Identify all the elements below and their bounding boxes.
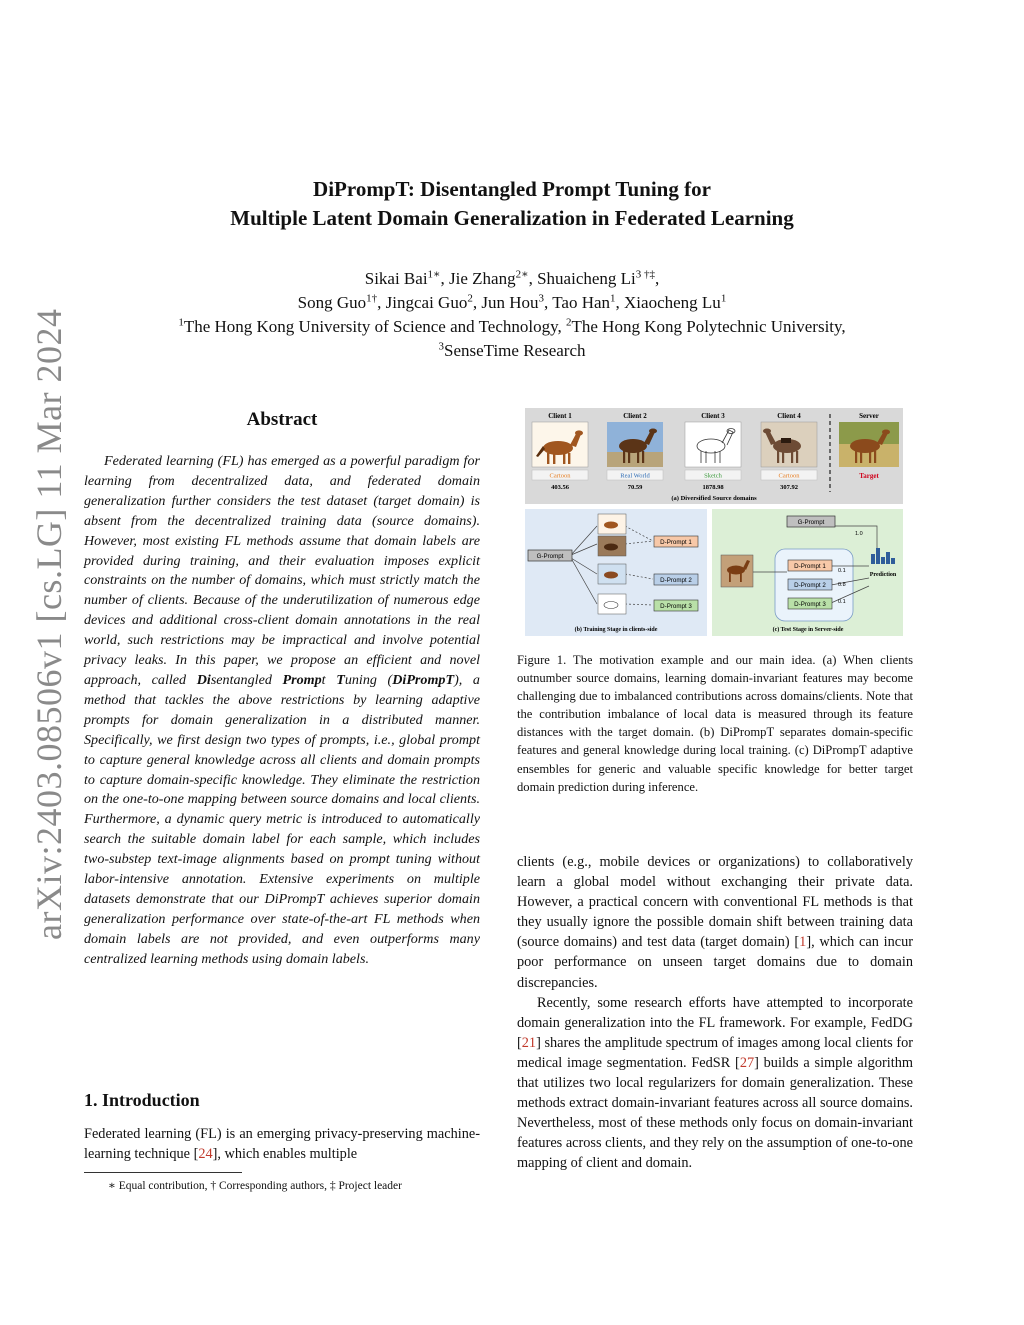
authors-line-1: Sikai Bai$^{1∗}$, Jie Zhang$^{2∗}$, Shuaicheng $Li^{3 \dagger\ddagger}$,: [364, 268, 660, 288]
body-text: ], which can incur poor performance on unseen target domains due to domain discrepancies.: [517, 934, 913, 991]
intro-paragraph: [84, 1124, 480, 1164]
affiliations-line-2: [0, 339, 1024, 363]
name-part: uning (: [344, 671, 393, 688]
affiliations-line-1: [0, 315, 1024, 339]
author-name: Jun Hou: [481, 293, 539, 312]
abstract-heading: Abstract: [246, 409, 318, 430]
ground: [607, 452, 663, 467]
name-part: sentangled: [210, 671, 283, 688]
client-4: [761, 412, 817, 491]
title-line-2: Multiple Latent Domain Generalization in Federated Learning: [230, 206, 794, 230]
body-text: ], which enables multiple: [212, 1146, 358, 1162]
body-text: clients (e.g., mobile devices or organizations) to collaboratively learn a global model without exchanging their private data. However, a practical concern with conventional FL methods is that they usually ignore the possible domain shift between training data (source domains) and test data (target domain) [: [517, 854, 913, 951]
author-sup: 1†: [366, 292, 378, 305]
client-2: [607, 412, 663, 491]
d-prompt-label: D-Prompt 1: [660, 539, 692, 546]
client-label: Client 1: [548, 412, 572, 420]
affil-sup: 2: [566, 316, 572, 329]
target-label: Target: [859, 472, 879, 480]
client-3: [685, 412, 741, 491]
thumb-sketch: [598, 594, 626, 614]
caption-text: Figure 1. The motivation example and our main idea. (a) When clients outnumber source domains, learning domain-invariant features may become challenging due to imbalanced contributions across domains/clients. Note that the contribution imbalance of local data is measured through its feature distances with the target domain. (b) DiPrompT separates domain-specific features and general knowledge during local training. (c) DiPrompT adaptive ensembles for generic and valuable specific knowledge for better target domain prediction during inference.: [517, 653, 913, 794]
author-name: Song Guo: [297, 293, 367, 312]
panel-b-thumbnails: [598, 514, 626, 614]
affiliation: SenseTime Research: [444, 341, 586, 360]
author-sup: 2: [467, 292, 473, 305]
thumb-horse-icon: [604, 544, 618, 551]
author-sup: 3: [538, 292, 544, 305]
distance-value: 70.59: [627, 484, 643, 491]
author-name: Xiaocheng Lu: [624, 293, 721, 312]
figure-1: [525, 408, 903, 636]
server-label: Server: [859, 412, 879, 420]
author-name: Jie Zhang: [449, 269, 516, 288]
body-text: Recently, some research efforts have attempted to incorporate domain generalization into the FL framework. For example, FedDG [: [517, 994, 913, 1051]
distance-value: 403.56: [551, 484, 569, 491]
abstract-text: Federated learning (FL) has emerged as a powerful paradigm for learning from decentralized data, and federated domain generalization further considers the test dataset (target domain) is absent from the decentralized training data (source domains). However, most existing FL methods assume that domain labels are provided during training, and their evaluation imposes explicit constraints on the number of domains, which must strictly match the number of clients. Because of the underutilization of numerous edge devices and additional cross-client domain annotations in the real world, such restrictions may be impractical and involve potential privacy leaks. In this paper, we propose an efficient and novel approach, called: [84, 453, 480, 688]
d-prompt-label: D-Prompt 2: [660, 577, 692, 584]
affiliation: The Hong Kong University of Science and Technology,: [183, 317, 562, 336]
affil-sup: 1: [178, 316, 184, 329]
section-heading: 1. Introduction: [84, 1090, 200, 1110]
thumb-horse-icon: [604, 522, 618, 529]
distance-value: 307.92: [780, 484, 798, 491]
distance-value: 1878.98: [702, 484, 724, 491]
weight-label: 0.1: [838, 568, 846, 574]
affiliation: The Hong Kong Polytechnic University,: [571, 317, 846, 336]
citation-link[interactable]: 1: [799, 934, 807, 951]
author-sup: 1∗: [427, 268, 441, 281]
footnote-rule: [84, 1172, 242, 1173]
body-text: Federated learning (FL) is an emerging privacy-preserving machine-learning technique [: [84, 1126, 480, 1162]
footnote: ∗ Equal contribution, † Corresponding authors, ‡ Project leader: [108, 1180, 402, 1192]
client-label: Client 4: [777, 412, 801, 420]
intro-right-column: [517, 852, 913, 1174]
author-name: Shuaicheng Li: [537, 269, 636, 288]
d-prompt-label: D-Prompt 3: [794, 601, 826, 608]
client-label: Client 3: [701, 412, 725, 420]
domain-label: Cartoon: [549, 472, 571, 480]
name-part: Di: [196, 671, 211, 688]
author-name: Jingcai Guo: [385, 293, 468, 312]
citation-link[interactable]: 21: [521, 1034, 537, 1051]
panel-c-caption: (c) Test Stage in Server-side: [772, 627, 844, 633]
weight-label: 1.0: [855, 531, 863, 537]
author-sup: 2∗: [515, 268, 529, 281]
citation-link[interactable]: 27: [739, 1054, 755, 1071]
title-line-1: DiPrompT: Disentangled Prompt Tuning for: [313, 177, 711, 201]
affil-sup: 3: [438, 340, 444, 353]
d-prompt-label: D-Prompt 2: [794, 582, 826, 589]
author-name: Tao Han: [552, 293, 611, 312]
thumb-horse-icon: [604, 572, 618, 579]
figure-1-graphic: [525, 408, 903, 636]
author-sup: 3 †‡: [635, 268, 656, 281]
citation-link[interactable]: 24: [198, 1146, 213, 1162]
g-prompt-label: G-Prompt: [797, 519, 825, 526]
d-prompt-label: D-Prompt 3: [660, 603, 692, 610]
g-prompt-label: G-Prompt: [536, 553, 564, 560]
abstract-paragraph: [84, 452, 480, 970]
weight-label: 0.8: [838, 582, 846, 588]
weight-label: 0.1: [838, 599, 846, 605]
authors-line-2: Song Guo$^{1\dagger}$, Jingcai Guo$^2$, Jun Hou$^3$, Tao Han$^1$, Xiaocheng Lu$^1$: [297, 292, 727, 312]
domain-label: Sketch: [704, 472, 722, 480]
author-name: Sikai Bai: [364, 269, 428, 288]
intro-left-column: [84, 1124, 480, 1164]
method-name: DiPrompT: [392, 671, 455, 688]
client-label: Client 2: [623, 412, 647, 420]
author-sup: 1: [610, 292, 616, 305]
prediction-label: Prediction: [869, 572, 897, 578]
body-text: ] shares the amplitude spectrum of images among local clients for medical image segmentation. FedSR [: [517, 1034, 913, 1071]
paper-title: [0, 175, 1024, 233]
name-part: Promp: [282, 671, 322, 688]
domain-label: Real World: [620, 472, 650, 480]
domain-label: Cartoon: [778, 472, 800, 480]
d-prompt-label: D-Prompt 1: [794, 563, 826, 570]
arxiv-identifier: arXiv:2403.08506v1 [cs.LG] 11 Mar 2024: [29, 308, 69, 940]
body-text: ] builds a simple algorithm that utilizes two local regularizers for domain generalization. These methods extract domain-invariant features across all source domains. Nevertheless, most of these methods only focus on domain-invariant features across clients, and they rely on the assumption of one-to-one mapping of client and domain.: [517, 1054, 913, 1172]
name-part: t: [321, 671, 337, 688]
author-block: [0, 267, 1024, 363]
panel-b-caption: (b) Training Stage in clients-side: [574, 627, 658, 633]
intro-paragraph: [517, 993, 913, 1174]
abstract-text: ), a method that tackles the above restrictions by learning adaptive prompts for domain generalization in a distributed manner. Specifically, we first design two types of prompts, i.e., global prompt to capture general knowledge across all clients and domain prompts to capture domain-specific knowledge. They eliminate the restriction on the one-to-one mapping between source domains and local clients. Furthermore, a dynamic query metric is introduced to automatically search the suitable domain label for each sample, which includes two-substep text-image alignments based on prompt tuning without labor-intensive annotation. Extensive experiments on multiple datasets demonstrate that our DiPrompT achieves superior domain generalization performance over state-of-the-art FL methods when domain labels are not provided, and even outperforms many centralized learning methods using domain labels.: [84, 671, 480, 967]
author-sup: 1: [720, 292, 727, 305]
figure-caption: [517, 651, 913, 796]
name-part: T: [336, 671, 345, 688]
client-1: [532, 412, 588, 491]
panel-a-caption: (a) Diversified Source domains: [671, 495, 757, 502]
intro-paragraph: [517, 852, 913, 993]
abstract-body: [84, 452, 480, 970]
